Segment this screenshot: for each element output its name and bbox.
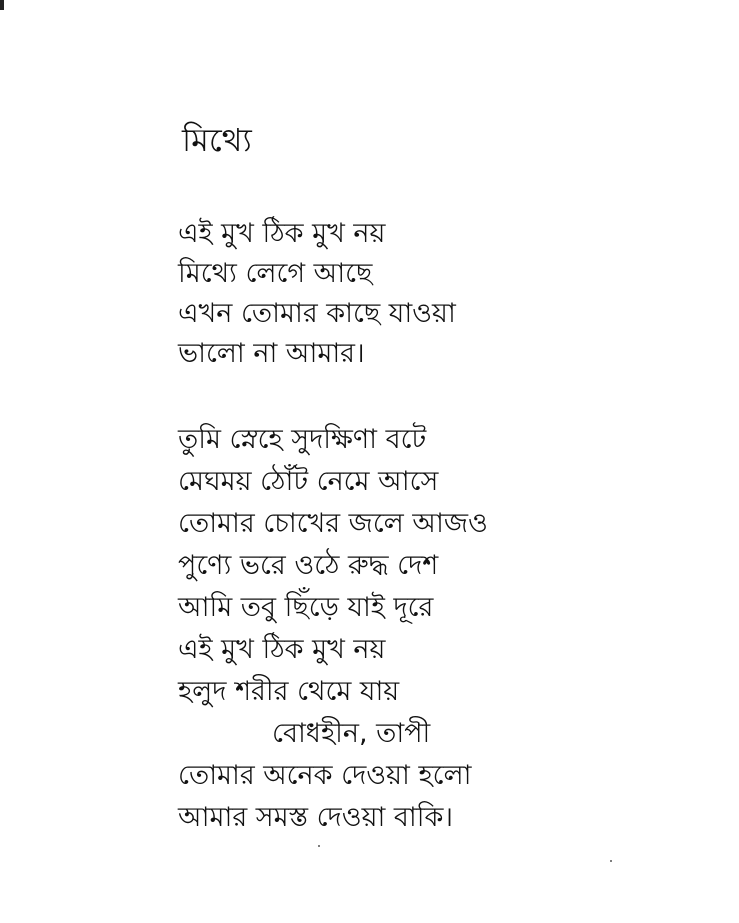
poem-title: মিথ্যে	[182, 121, 252, 159]
poem-line: বোধহীন, তাপী	[272, 718, 431, 749]
poem-line: এই মুখ ঠিক মুখ নয়	[178, 218, 386, 249]
poem-line: এই মুখ ঠিক মুখ নয়	[178, 634, 386, 665]
poem-line: পুণ্যে ভরে ওঠে রুদ্ধ দেশ	[178, 550, 439, 581]
poem-line: মিথ্যে লেগে আছে	[178, 258, 373, 289]
poem-line: তোমার অনেক দেওয়া হলো	[178, 760, 472, 791]
poem-line: হলুদ শরীর থেমে যায়	[178, 676, 400, 707]
scan-speck	[610, 860, 612, 862]
poem-line: ভালো না আমার।	[178, 338, 365, 369]
poem-line: তোমার চোখের জলে আজও	[178, 508, 488, 539]
poem-line: আমি তবু ছিঁড়ে যাই দূরে	[178, 592, 434, 623]
poem-line: এখন তোমার কাছে যাওয়া	[178, 298, 456, 329]
poem-line: মেঘময় ঠোঁট নেমে আসে	[178, 466, 439, 497]
scan-speck	[318, 845, 320, 847]
poem-line: আমার সমস্ত দেওয়া বাকি।	[178, 802, 454, 833]
poem-line: তুমি স্নেহে সুদক্ষিণা বটে	[178, 424, 427, 455]
scan-edge-mark	[0, 0, 4, 10]
